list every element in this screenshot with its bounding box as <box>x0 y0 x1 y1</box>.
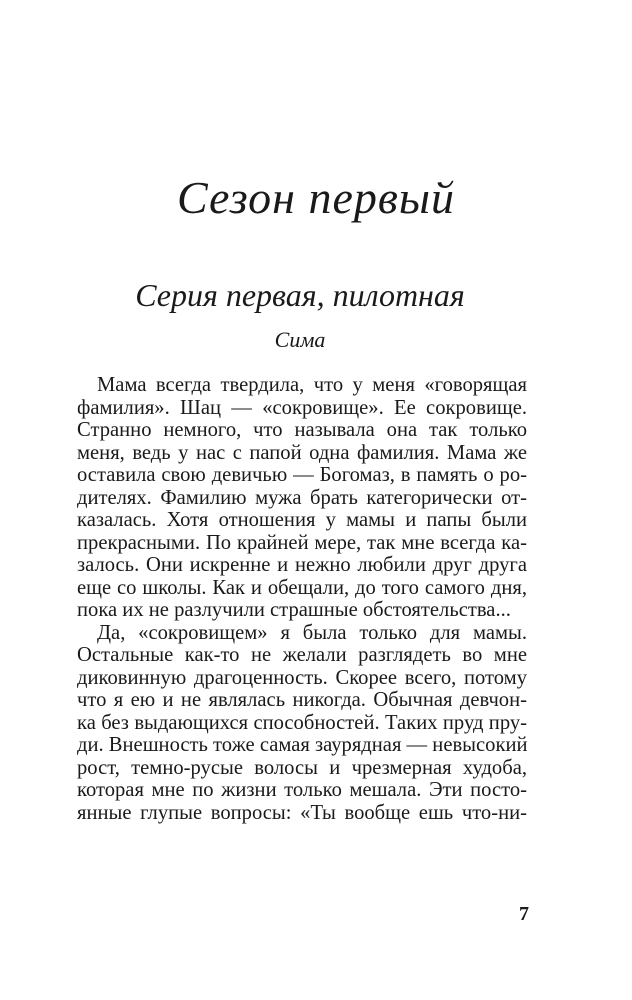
text-line: залось. Они искренне и нежно любили друг друга <box>77 554 527 576</box>
text-line: меня, ведь у нас с папой одна фамилия. Мама же <box>77 441 527 464</box>
episode-title: Серия первая, пилотная <box>135 277 465 313</box>
text-line: казалась. Хотя отношения у мамы и папы были <box>77 509 527 531</box>
text-line: оставила свою девичью — Богомаз, в память о ро- <box>77 464 527 486</box>
text-line: еще со школы. Как и обещали, до того самого дня, <box>77 576 527 599</box>
text-line: что я ею и не являлась никогда. Обычная девчон- <box>77 689 527 711</box>
text-line: Остальные как-то не желали разглядеть во мне <box>77 644 527 666</box>
page-number: 7 <box>519 903 529 925</box>
text-line: дителях. Фамилию мужа брать категорически от- <box>77 486 527 509</box>
text-line: Мама всегда твердила, что у меня «говорящая <box>97 374 527 396</box>
text-line: диковинную драгоценность. Скорее всего, потому <box>77 666 527 689</box>
season-title: Сезон первый <box>176 172 455 223</box>
text-line: янные глупые вопросы: «Ты вообще ешь что-ни- <box>77 801 527 824</box>
text-line: фамилия». Шац — «сокровище». Ее сокровище. <box>77 396 527 419</box>
text-line: прекрасными. По крайней мере, так мне всегда ка- <box>77 531 527 554</box>
character-name: Сима <box>274 327 326 352</box>
text-line: пока их не разлучили страшные обстоятельства... <box>77 599 511 621</box>
text-line: которая мне по жизни только мешала. Эти посто- <box>77 779 527 801</box>
text-line: ди. Внешность тоже самая заурядная — невысокий <box>77 734 528 756</box>
text-line: рост, темно-русые волосы и чрезмерная худоба, <box>77 756 527 779</box>
text-line: Странно немного, что называла она так только <box>77 419 527 441</box>
text-line: ка без выдающихся способностей. Таких пруд пру- <box>77 711 527 734</box>
text-line: Да, «сокровищем» я была только для мамы. <box>97 621 527 644</box>
body-text <box>77 374 527 824</box>
